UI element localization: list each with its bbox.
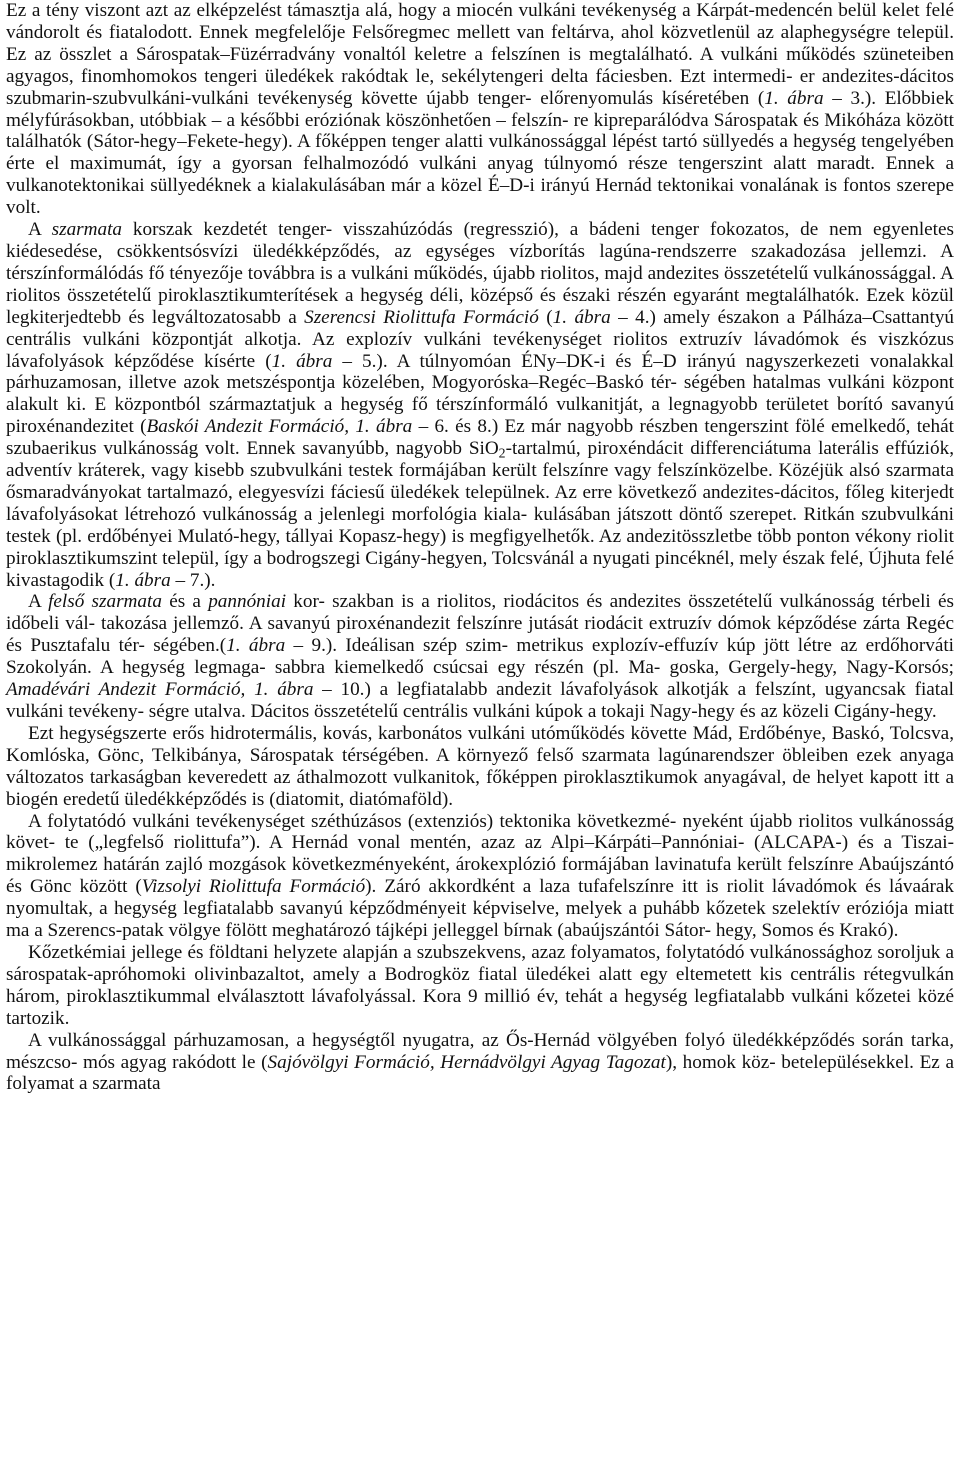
paragraph (6, 0, 954, 219)
body-text: – 3.). Előbbiek mélyfúrásokban, utóbbiak – a későbbi eróziónak köszönhetően – felszín- re kipreparálódva Sárospatak és Mikóháza között találhatók (Sátor-hegy–Fekete-hegy). A főképpen tenger alatti vulkánossággal lépést tartó süllyedés a hegység tengelyében érte el maximumát, így a gyorsan felhalmozódó vulkáni anyag túlnyomó része tengerszint alatt maradt. Ennek a vulkanotektonikai süllyedéknek a kialakulásában már a közel É–D-i irányú Hernád tektonikai vonalának is fontos szerepe volt. (6, 87, 954, 219)
paragraph (6, 219, 954, 591)
body-text: – 9.). Ideálisan szép szim- metrikus explozív-effuzív kúp jött létre az erdőhorváti Szokolyán. A hegység legmaga- sabbra kiemelkedő csúcsai egy részén (pl. Ma- goska, Gergely-hegy, Nagy-Korsós; (6, 635, 955, 679)
italic-text: 1. ábra (764, 87, 824, 109)
italic-text: 1. ábra (271, 350, 333, 372)
italic-text: Sajóvölgyi Formáció, Hernádvölgyi Agyag Tagozat (267, 1051, 666, 1073)
body-text: A folytatódó vulkáni tevékenységet széthúzásos (extenziós) tektonika következmé- nyeként újabb riolitos vulkánosság követ- te („legfelső riolittufa”). A Hernád vonal mentén, azaz az Alpi–Kárpáti–Pannóniai- (ALCAPA-) és a Tiszai-mikrolemez határán zajló mozgások következményeként, árokexplózió formájában lavinatufa került felszínre Abaújszántó és Gönc között ( (6, 810, 954, 898)
italic-text: szarmata (51, 219, 123, 241)
paragraph (6, 811, 954, 942)
italic-text: felső szarmata (48, 591, 162, 613)
body-text: A vulkánossággal párhuzamosan, a hegységtől nyugatra, az Ős-Hernád völgyében folyó üledékképződés során tarka, mészcso- mós agyag rakódott le ( (6, 1029, 954, 1073)
subscript-text: 2 (498, 445, 506, 461)
body-text: ), homok köz- betelepülésekkel. Ez a folyamat a szarmata (6, 1051, 954, 1095)
body-text: A (28, 219, 52, 241)
italic-text: Szerencsi Riolittufa Formáció (304, 306, 539, 328)
body-text: kor- szakban is a riolitos, riodácitos és andezites összetételű vulkánosság térbeli és időbeli vál- takozása jellemző. A savanyú piroxénandezit felszínre jutását riodácit extruzív dómok képződése zárta Regéc és Pusztafalu tér- ségében.( (6, 591, 955, 657)
italic-text: 1. ábra (552, 306, 611, 328)
body-text: A (28, 591, 49, 613)
body-text: – 10.) a legfiatalabb andezit lávafolyások alkotják a felszínt, ugyancsak fiatal vulkáni tevékeny- ségre utalva. Dácitos összetételű centrális vulkáni kúpok a tokaji Nagy-hegy és az közeli Cigány-hegy. (6, 679, 954, 722)
body-text: – 5.). A túlnyomóan ÉNy–DK-i és É–D irányú nagyszerkezeti vonalakkal párhuzamosan, illetve azok metszéspontja közelében, Mogyoróska–Regéc–Baskó tér- ségében hatalmas vulkáni központ alakult ki. E központból származtatjuk a hegység fő térszínformáló vulkanitját, a legnagyobb területet borító savanyú piroxénandezitet ( (6, 350, 954, 438)
body-text: Kőzetkémiai jellege és földtani helyzete alapján a szubszekvens, azaz folyamatos, folytatódó vulkánossághoz soroljuk a sárospatak-apróhomoki olivinbazaltot, amely a Bodrogköz fiatal üledékei alatt egy eltemetett kis centrális rétegvulkán három, piroklasztikummal elválasztott lávafolyással. Kora 9 millió év, tehát a hegység legfiatalabb vulkáni kőzetei közé tartozik. (6, 941, 954, 1029)
italic-text: Amadévári Andezit Formáció, 1. ábra (6, 679, 314, 701)
body-text: és a (161, 591, 209, 613)
italic-text: Baskói Andezit Formáció, 1. ábra (146, 416, 413, 438)
italic-text: 1. ábra (226, 635, 286, 657)
paragraph (6, 591, 954, 722)
italic-text: Vizsolyi Riolittufa Formáció (141, 876, 366, 898)
body-text: – 7.). (170, 569, 216, 591)
body-text: – 6. és 8.) Ez már nagyobb részben tengerszint fölé emelkedő, tehát szubaerikus vulkánosság volt. Ennek savanyúbb, nagyobb SiO (6, 416, 955, 460)
document-body (6, 0, 954, 1095)
italic-text: 1. ábra (115, 569, 171, 591)
paragraph (6, 1030, 954, 1096)
body-text: ( (538, 306, 553, 328)
paragraph (6, 942, 954, 1030)
body-text: Ez a tény viszont azt az elképzelést támasztja alá, hogy a miocén vulkáni tevékenység a Kárpát-medencén belül kelet felé vándorolt és fiatalodott. Ennek megfelelője Felsőregmec mellett van feltárva, ahol közvetlenül az alaphegységre települ. Ez az összlet a Sárospatak–Füzérradvány vonaltól keletre a felszínen is megtalálható. A vulkáni működés szüneteiben agyagos, finomhomokos tengeri üledékek rakódtak le, sekélytengeri delta fáciesben. Ezt intermedi- er andezites-dácitos szubmarin-szubvulkáni-vulkáni tevékenység követte újabb tenger- előrenyomulás kíséretében ( (6, 0, 954, 109)
body-text: korszak kezdetét tenger- visszahúzódás (regresszió), a bádeni tenger fokozatos, de nem egyenletes kiédesedése, csökkentsósvízi üledékképződés, az egységes vízborítás lagúna-rendszerre szakadozása jellemzi. A térszínformálódás fő tényezője továbbra is a vulkáni működés, újabb riolitos, majd andezites összetételű vulkánossággal. A riolitos összetételű piroklasztikumterítések a hegység déli, középső és északi részén egyaránt megtalálhatók. Ezek közül legkiterjedtebb és legváltozatosabb a (6, 219, 954, 328)
paragraph (6, 723, 954, 811)
body-text: – 4.) amely északon a Pálháza–Csattantyú centrális vulkáni központját alkotja. Az explozív vulkáni tevékenységet riolitos extruzív lávadómok és viszkózus lávafolyások képződése kísérte ( (6, 306, 955, 372)
body-text: Ezt hegységszerte erős hidrotermális, kovás, karbonátos vulkáni utóműködés követte Mád, Erdőbénye, Baskó, Tolcsva, Komlóska, Gönc, Telkibánya, Sárospatak térségében. A környező felső szarmata lagúnarendszer öbleiben ezek anyaga változatos tarkaságban keveredett az áthalmozott vulkanitok, főképpen piroklasztikumok anyagával, de helyet kapott itt a biogén eredetű üledékképződés is (diatomit, diatómaföld). (6, 722, 954, 810)
body-text: ). Záró akkordként a laza tufafelszínre itt is riolit lávadómok és lávaárak nyomultak, a hegység legfiatalabb savanyú képződményeit képviselve, melyek a puhább kőzetek szelektív eróziója miatt ma a Szerencs-patak völgye fölött meghatározó tájképi jelleggel bírnak (abaújszántói Sátor- hegy, Somos és Krakó). (6, 876, 954, 942)
italic-text: pannóniai (208, 591, 287, 613)
body-text: -tartalmú, piroxéndácit differenciátuma laterális effúziók, adventív kráterek, vagy kisebb szubvulkáni testek formájában került felszínre vagy felszínközelbe. Közéjük alsó szarmata ősmaradványokat tartalmazó, elegyesvízi fáciesű üledékek települnek. Az erre következő andezites-dácitos, főleg kiterjedt lávafolyásokat létrehozó vulkánosság a jelenlegi morfológia kiala- kulásában játszott döntő szerepet. Ritkán szubvulkáni testek (pl. erdőbényei Mulató-hegy, tállyai Kopasz-hegy) is megfigyelhetők. Az andezitösszletbe több ponton vékony riolit piroklasztikumszint települ, így a bodrogszegi Cigány-hegyen, Tolcsvánál a nyugati pincéknél, mely észak felé, Újhuta felé kivastagodik ( (6, 438, 954, 591)
